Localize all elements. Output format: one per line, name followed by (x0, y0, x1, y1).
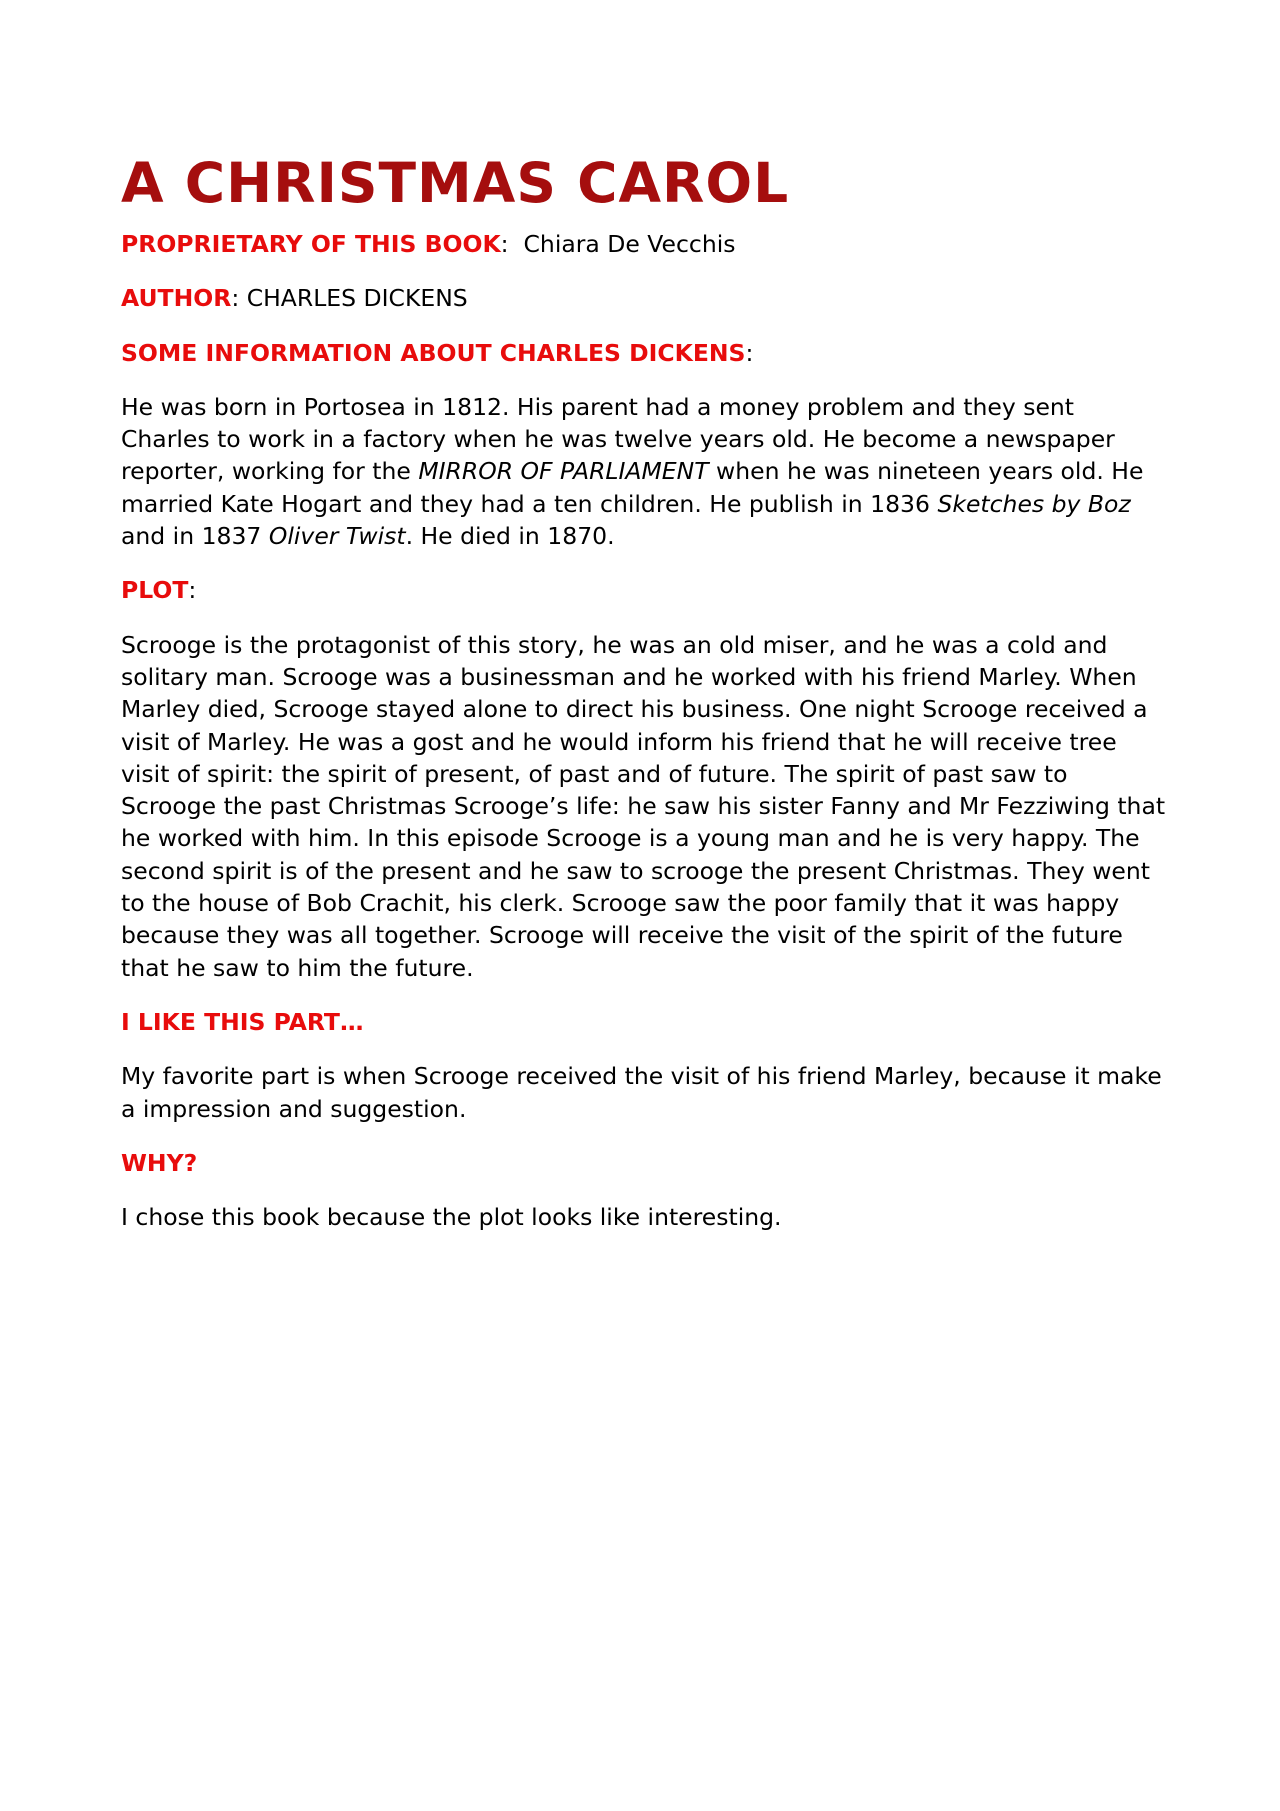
proprietary-line (121, 228, 1166, 260)
info-italic-mirror: MIRROR OF PARLIAMENT (418, 457, 709, 486)
plot-sep: : (188, 576, 197, 605)
why-heading (121, 1147, 1166, 1179)
why-label: WHY? (121, 1148, 198, 1177)
like-paragraph: My favorite part is when Scrooge received the visit of his friend Marley, because it make a impression and suggestion. (121, 1062, 1162, 1123)
author-value: CHARLES DICKENS (239, 284, 468, 313)
info-sep: : (745, 338, 754, 367)
author-sep: : (231, 284, 240, 313)
proprietary-label: PROPRIETARY OF THIS BOOK (121, 230, 501, 258)
info-italic-sketches: Sketches by Boz (937, 489, 1131, 518)
info-italic-oliver: Oliver Twist (268, 522, 406, 551)
proprietary-value: Chiara De Vecchis (508, 230, 736, 258)
info-text-1: He was born in Portosea in 1812. His parent had a money problem and they sent Charles to work in a factory when he was twelve years old. He become a newspaper reporter, working for the (121, 392, 1115, 486)
author-label: AUTHOR (121, 284, 232, 313)
info-paragraph (121, 391, 1166, 552)
info-text-4: . He died in 1870. (405, 522, 615, 551)
why-paragraph: I chose this book because the plot looks like interesting. (121, 1203, 782, 1232)
author-line (121, 282, 1166, 314)
like-label: I LIKE THIS PART… (121, 1007, 364, 1036)
info-text-2: when he was nineteen years old. He married Kate Hogart and they had a ten children. He publish in 1836 (121, 457, 1144, 518)
proprietary-sep: : (500, 230, 509, 258)
document-content (121, 150, 1166, 1255)
plot-paragraph: Scrooge is the protagonist of this story, he was an old miser, and he was a cold and solitary man. Scrooge was a businessman and he worked with his friend Marley. When Marley died, Scrooge stayed alone to direct his business. One night Scrooge received a visit of Marley. He was a gost and he would inform his friend that he will receive tree visit of spirit: the spirit of present, of past and of future. The spirit of past saw to Scrooge the past Christmas Scrooge’s life: he saw his sister Fanny and Mr Fezziwing that he worked with him. In this episode Scrooge is a young man and he is very happy. The second spirit is of the present and he saw to scrooge the present Christmas. They went to the house of Bob Crachit, his clerk. Scrooge saw the poor family that it was happy because they was all together. Scrooge will receive the visit of the spirit of the future that he saw to him the future. (121, 630, 1166, 982)
info-heading (121, 337, 1166, 369)
document-title: A CHRISTMAS CAROL (121, 151, 790, 215)
info-label: SOME INFORMATION ABOUT CHARLES DICKENS (121, 338, 746, 367)
plot-label: PLOT (121, 576, 189, 605)
like-heading (121, 1006, 1166, 1038)
plot-heading (121, 574, 1166, 606)
info-text-3: and in 1837 (121, 522, 269, 551)
